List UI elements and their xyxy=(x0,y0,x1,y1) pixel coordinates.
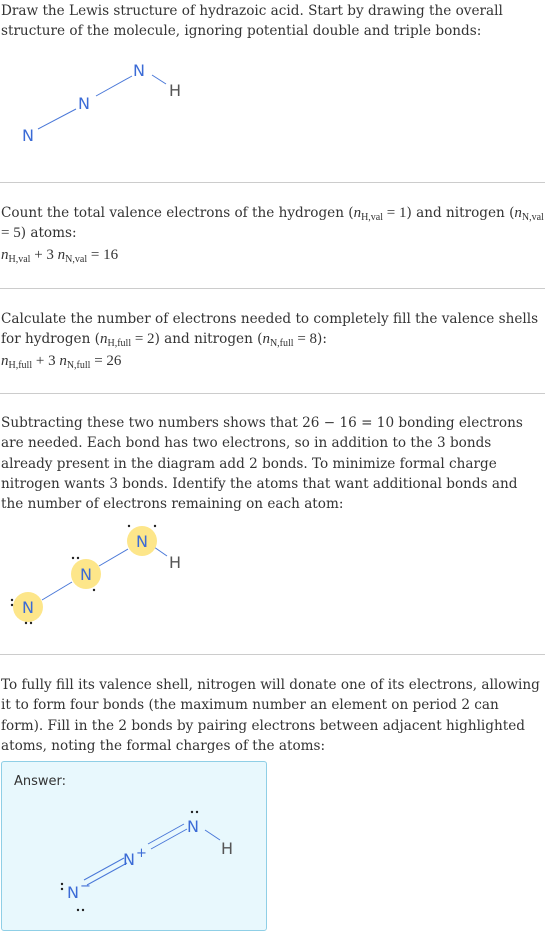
step2-text: Count the total valence electrons of the hydrogen $(n_{H,val} = 1)$ and nitrogen $(n_{N,val} = 5)$ atoms: xyxy=(1,205,544,242)
atom-n3: N xyxy=(136,532,148,551)
charge-minus: − xyxy=(80,879,91,894)
charge-plus: + xyxy=(136,846,147,861)
atom-n3: N xyxy=(133,61,145,80)
atom-h: H xyxy=(169,553,182,572)
step3-equation: $n_{H,full} + 3$ $n_{N,full} = 26$ xyxy=(1,353,122,371)
answer-label: Answer: xyxy=(14,774,67,789)
atom-n-plus: N xyxy=(123,850,135,869)
bond-n3-h xyxy=(152,75,166,84)
bond-n2-n3 xyxy=(99,549,128,566)
step1-text: Draw the Lewis structure of hydrazoic acid. Start by drawing the overall structure of the molecule, ignoring potential double and triple bonds: xyxy=(1,3,503,40)
structure-answer xyxy=(2,800,264,928)
atom-n1: N xyxy=(22,598,34,617)
bond-n3-h xyxy=(154,547,167,556)
answer-box xyxy=(1,761,267,931)
structure-skeleton xyxy=(0,55,240,155)
atom-n3: N xyxy=(187,817,199,836)
atom-n1: N xyxy=(22,126,34,145)
atom-n2: N xyxy=(80,565,92,584)
atom-n-minus: N xyxy=(67,883,79,902)
bond-n2-n3 xyxy=(96,76,132,96)
separator xyxy=(0,182,545,183)
step5-text: To fully fill its valence shell, nitrogen will donate one of its electrons, allowing it to form four bonds (the maximum number an element on period 2 can form). Fill in the 2 bonds by pairing electrons between adjacent highlighted atoms, noting the formal charges of the atoms: xyxy=(1,677,540,754)
atom-n2: N xyxy=(78,94,90,113)
bond-n3-h xyxy=(205,830,220,840)
structure-highlighted xyxy=(0,518,240,630)
step2-equation: $n_{H,val} + 3$ $n_{N,val} = 16$ xyxy=(1,247,119,265)
separator xyxy=(0,288,545,289)
separator xyxy=(0,654,545,655)
bond-n1-n2 xyxy=(42,582,72,600)
double-bond-n1-n2-b xyxy=(87,863,127,885)
step4-text: Subtracting these two numbers shows that 26 − 16 = 10 bonding electrons are needed. Each bond has two electrons, so in addition to the 3 bonds already present in the diagram add 2 bonds. To minimize formal charge nitrogen wants 3 bonds. Identify the atoms that want additional bonds and the number of electrons remaining on each atom: xyxy=(1,415,523,513)
separator xyxy=(0,393,545,394)
bond-n1-n2 xyxy=(38,109,76,129)
step3-text: Calculate the number of electrons needed to completely fill the valence shells for hydrogen $(n_{H,full} = 2)$ and nitrogen $(n_{N,full} = 8)$: xyxy=(1,311,539,350)
atom-h: H xyxy=(221,839,234,858)
atom-h: H xyxy=(169,81,182,100)
double-bond-n1-n2-a xyxy=(84,858,124,880)
